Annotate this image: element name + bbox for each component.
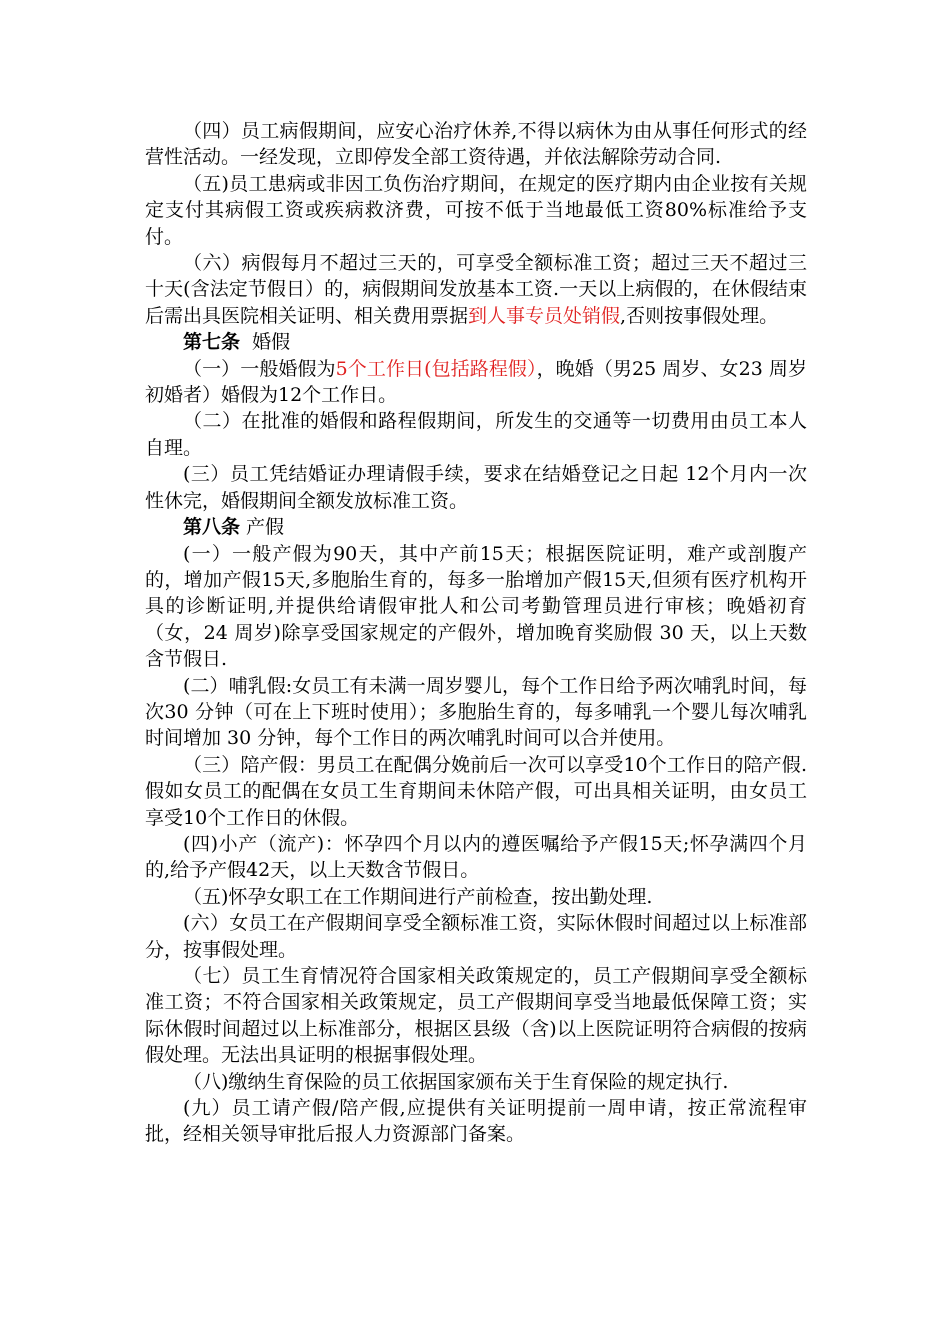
paragraph-text: （四）员工病假期间，应安心治疗休养,不得以病休为由从事任何形式的经营性活动。一经发现，立即停发全部工资待遇，并依法解除劳动合同. <box>145 120 807 169</box>
highlighted-text: 5个工作日(包括路程假） <box>335 357 537 380</box>
paragraph <box>145 673 807 752</box>
paragraph-text: (九）员工请产假/陪产假,应提供有关证明提前一周申请，按正常流程审批，经相关领导审批后报人力资源部门备案。 <box>145 1097 807 1146</box>
paragraph <box>145 831 807 884</box>
paragraph-text: （六）病假每月不超过三天的，可享受全额标准工资；超过三天不超过三十天(含法定节假日）的，病假期间发放基本工资.一天以上病假的，在休假结束后需出具医院相关证明、相关费用票据 <box>145 252 807 327</box>
paragraph <box>145 408 807 461</box>
paragraph <box>145 752 807 831</box>
paragraph-text: (二）哺乳假:女员工有未满一周岁婴儿，每个工作日给予两次哺乳时间，每次30 分钟（可在上下班时使用）；多胞胎生育的，每多哺乳一个婴儿每次哺乳时间增加 30 分钟，每个工作日的两次哺乳时间可以合并使用。 <box>145 674 807 750</box>
paragraph <box>145 541 807 673</box>
paragraph-text: (四)小产（流产)：怀孕四个月以内的遵医嘱给予产假15天;怀孕满四个月的,给予产假42天，以上天数含节假日。 <box>145 832 807 882</box>
document-page <box>145 118 807 1148</box>
section-heading <box>145 514 807 540</box>
paragraph <box>145 461 807 514</box>
paragraph <box>145 171 807 250</box>
section-heading <box>145 329 807 355</box>
paragraph <box>145 356 807 409</box>
paragraph-text: （三）陪产假：男员工在配偶分娩前后一次可以享受10个工作日的陪产假.假如女员工的配偶在女员工生育期间未休陪产假，可出具相关证明，由女员工享受10个工作日的休假。 <box>145 753 807 829</box>
section-title: 产假 <box>240 516 285 539</box>
paragraph <box>145 1095 807 1148</box>
paragraph-text: (一）一般产假为90天，其中产前15天；根据医院证明，难产或剖腹产的，增加产假15天,多胞胎生育的，每多一胎增加产假15天,但须有医疗机构开具的诊断证明,并提供给请假审批人和公司考勤管理员进行审核；晚婚初育（女，24 周岁)除享受国家规定的产假外，增加晚育奖励假 30 天，以上天数含节假日. <box>145 542 807 671</box>
section-number: 第七条 <box>183 331 241 354</box>
highlighted-text: 到人事专员处销假 <box>468 304 621 327</box>
section-title: 婚假 <box>240 331 291 354</box>
section-number: 第八条 <box>183 516 241 539</box>
paragraph-text: ，晚婚（男25 周岁、女23 周岁初婚者）婚假为12个工作日。 <box>145 357 807 407</box>
paragraph-text: （八)缴纳生育保险的员工依据国家颁布关于生育保险的规定执行. <box>183 1070 729 1093</box>
paragraph-text: （二）在批准的婚假和路程假期间，所发生的交通等一切费用由员工本人自理。 <box>145 410 807 459</box>
paragraph <box>145 250 807 329</box>
paragraph <box>145 963 807 1069</box>
paragraph-text: ,否则按事假处理。 <box>620 304 779 327</box>
paragraph <box>145 118 807 171</box>
paragraph-text: （五)怀孕女职工在工作期间进行产前检查，按出勤处理. <box>183 885 653 908</box>
paragraph <box>145 1069 807 1095</box>
paragraph <box>145 910 807 963</box>
paragraph-text: (三）员工凭结婚证办理请假手续，要求在结婚登记之日起 12个月内一次性休完，婚假期间全额发放标准工资。 <box>145 463 807 512</box>
paragraph-text: (六）女员工在产假期间享受全额标准工资，实际休假时间超过以上标准部分，按事假处理。 <box>145 912 807 961</box>
paragraph-text: （七）员工生育情况符合国家相关政策规定的，员工产假期间享受全额标准工资；不符合国家相关政策规定，员工产假期间享受当地最低保障工资；实际休假时间超过以上标准部分，根据区县级（含)以上医院证明符合病假的按病假处理。无法出具证明的根据事假处理。 <box>145 965 807 1067</box>
paragraph <box>145 884 807 910</box>
paragraph-text: （五)员工患病或非因工负伤治疗期间，在规定的医疗期内由企业按有关规定支付其病假工资或疾病救济费，可按不低于当地最低工资80%标准给予支付。 <box>145 172 807 248</box>
paragraph-text: （一）一般婚假为 <box>183 357 336 380</box>
